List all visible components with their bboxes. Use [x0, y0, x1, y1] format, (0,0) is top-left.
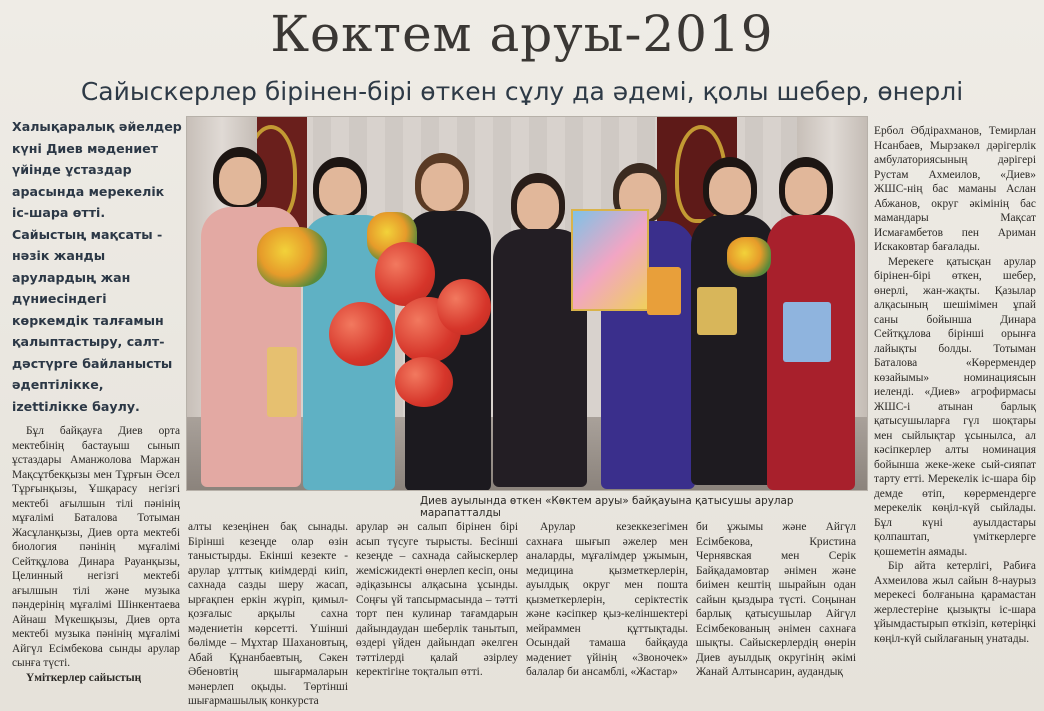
article-column-1 [12, 424, 180, 685]
article-photo [186, 116, 868, 491]
article-paragraph: Ербол Әбдірахманов, Темирлан Нсанбаев, Мырзакөл дәрігерлік амбулаториясының дәрігері Рустам Ахмеилов, «Диев» ЖШС-нің бас маманы Аслан Абжанов, округ әкімінің бас мамандары Мақсат Исмағамбетов пен Ариман Искаковтар бағалады. [874, 125, 1036, 253]
photo-balloon [437, 279, 491, 335]
article-headline: Көктем аруы-2019 [270, 5, 774, 63]
article-paragraph: Мерекеге қатысқан арулар бірінен-бірі өткен, шебер, өнерлі, жан-жақты. Қазылар алқасының шешімімен ұпай саны бойынша Динара Сейтқұлова бірінші орынға лайықты болды. Тотыман Баталова «Көрермендер көзайымы» номинациясын иеленді. «Диев» агрофирмасы ЖШС-і атынан барлық қатысушыларға гүл шоқтары мен сыйлықтар ұсынылса, ал кәсіпкерлер алты номинация бойынша жеке-жеке сый-сияпат тарту етті. Мерекелік іс-шара бір демде өтіп, көрермендерге мерекелік көңіл-күй сыйлады. Бұл күні ауылдастары қолпаштап, үміткерлерге қошеметін аямады. [874, 255, 1036, 558]
photo-flower-bouquet [257, 227, 327, 287]
photo-gift-bag [647, 267, 681, 315]
photo-caption: Диев ауылында өткен «Көктем аруы» байқауына қатысушы арулар марапатталды [420, 495, 794, 519]
article-column-5 [696, 520, 856, 680]
article-paragraph: Үміткерлер сайыстың [26, 671, 142, 684]
article-paragraph: би ұжымы және Айгүл Есімбекова, Кристина Чернявская мен Серік Байқадамовтар әнімен және биімен кештің шырайын одан сайын қыздыра түсті. Соңынан барлық қатысушылар Айгүл Есімбекованың әнімен сахнаға шықты. Сайыскерлердің өнерін Диев ауылдық округінің әкімі Жанай Алтынсарин, аудандық [696, 521, 856, 678]
photo-gift-bag [697, 287, 737, 335]
article-paragraph: Арулар кезеккезегімен сахнаға шығып әжелер мен аналарды, мұғалімдер ұжымын, медицина қызметкерлерін, ауылдық округ мен пошта қызметкерлерін, серіктестік және кәсіпкер қыз-келіншектері мейраммен құттықтады. Осындай тамаша байқауда мәдениет үйінің «Звоночек» балалар би ансамблі, «Жастар» [526, 521, 688, 678]
photo-certificate [571, 209, 649, 311]
article-paragraph: арулар ән салып бірінен бірі асып түсуге тырысты. Бесінші кезеңде – сахнада сайыскерлер жемісжидекті өнерлеп кесіп, оны әдіқазынсы алқасына ұсынды. Соңғы үй тапсырмасында – тәтті торт пен кулинар тағамдарын дайындаудан шеберлік танытып, өздері үйден дайындап әкелген тәттілерді қалай әзірлеу керектігіне тоқталып өтті. [356, 521, 518, 678]
article-paragraph: Бұл байқауға Диев орта мектебінің бастауыш сынып ұстаздары Аманжолова Маржан Мақсұтбекқызы мен Тұрғын Әсел Тұрғынқызы, Ұшқарасу негізгі мектебі ағылшын тілі пәнінің мұғалімі Баталова Тотыман Жасұланқызы, Диев орта мектебі биология пәнінің мұғалімі Сейтқұлова Динара Рауанқызы, Целинный негізгі мектебі ағылшын тілі және музыка пәндерінің мұғалімі Шінкентаева Айнаш Мүкешқызы, Диев орта мектебі музыка пәнінің мұғалімі Айгүл Есімбекова сынды арулар сынға түсті. [12, 425, 180, 669]
article-lead: Халықаралық әйелдер күні Диев мәдениет үйінде ұстаздар арасында мерекелік іс-шара өтті. Сайыстың мақсаты - нәзік жанды арулардың жан дүниесіндегі көркемдік талғамын қалыптастыру, салт-дәстүрге байланысты әдептілікке, izettілікке баулу. [12, 119, 182, 414]
photo-gift-bag [267, 347, 297, 417]
article-subheadline: Сайыскерлер бірінен-бірі өткен сұлу да әдемі, қолы шебер, өнерлі [80, 77, 964, 106]
article-column-4 [526, 520, 688, 680]
article-column-3 [356, 520, 518, 680]
article-paragraph: Бір айта кетерлігі, Рабиға Ахмеилова жыл сайын 8-наурыз мерекесі болғанына қарамастан жерлестеріне қызықты іс-шара ұйымдастырып өткізіп, көтеріңкі көңіл-күй сыйлағаның унатады. [874, 560, 1036, 645]
photo-balloon [395, 357, 453, 407]
article-paragraph: алты кезеңінен бақ сынады. Бірінші кезеңде олар өзін таныстырды. Екінші кезекте - арулар ұлттық киімдерді киіп, сахнада сазды шеру жасап, ырғақпен еркін жүріп, қимыл-қозғалыс арқылы сахна мәдениетін көрсетті. Үшінші бөлімде – Мұхтар Шахановтың, Абай Құнанбаевтың, Сәкен Әбеновтің шығармаларын мәнерлеп оқыды. Төртінші шығармашылық конкурста [188, 521, 348, 707]
article-column-2 [188, 520, 348, 709]
photo-gift-bag [783, 302, 831, 362]
photo-balloon [329, 302, 393, 366]
photo-flower-bouquet [727, 237, 771, 277]
article-column-6 [874, 124, 1036, 646]
